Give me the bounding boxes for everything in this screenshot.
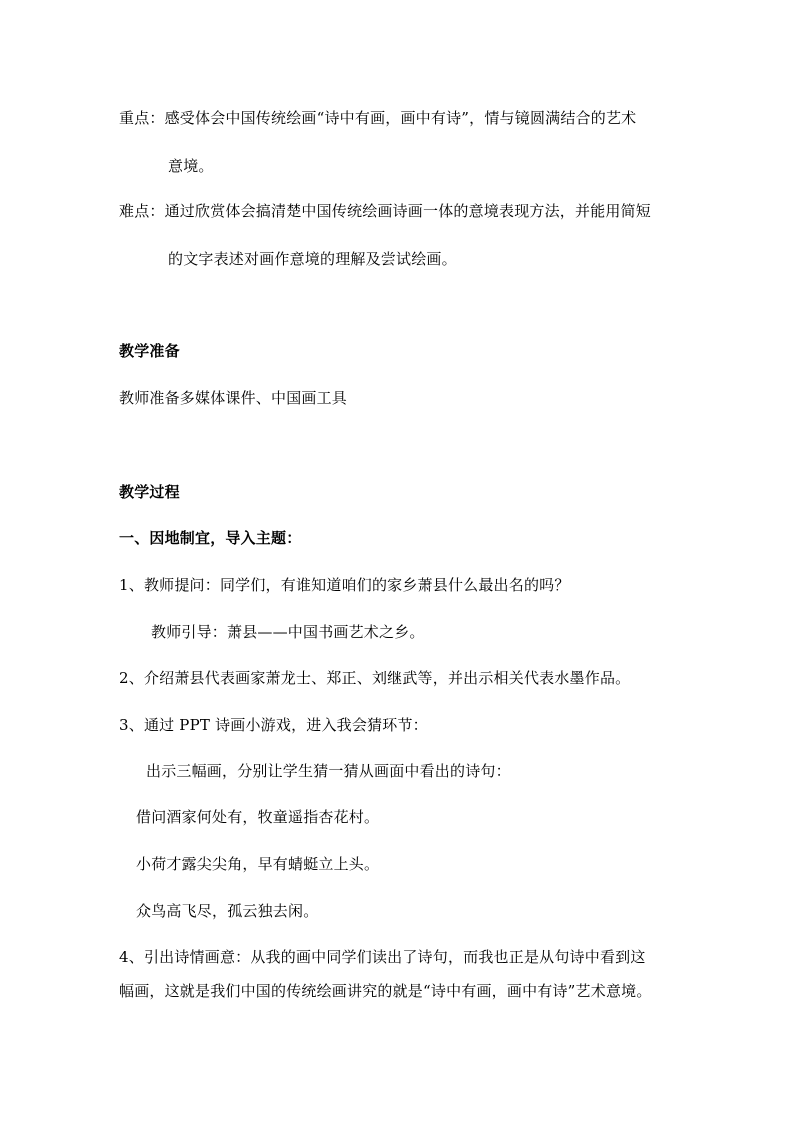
poem-line: 借问酒家何处有，牧童遥指杏花村。: [136, 808, 380, 826]
poem-line: 小荷才露尖尖角，早有蜻蜓立上头。: [136, 855, 380, 873]
item-3-sub: 出示三幅画，分别让学生猜一猜从画面中看出的诗句：: [146, 762, 511, 780]
preparation-heading: 教学准备: [119, 342, 180, 360]
difficulty-line-2: 的文字表述对画作意境的理解及尝试绘画。: [168, 250, 457, 268]
item-3: 3、通过 PPT 诗画小游戏，进入我会猜环节：: [119, 716, 428, 734]
item-4-line-2: 幅画，这就是我们中国的传统绘画讲究的就是“诗中有画，画中有诗”艺术意境。: [119, 982, 652, 1000]
item-1-sub: 教师引导：萧县——中国书画艺术之乡。: [151, 623, 425, 641]
preparation-text: 教师准备多媒体课件、中国画工具: [119, 389, 348, 407]
item-4-line-1: 4、引出诗情画意：从我的画中同学们读出了诗句，而我也正是从句诗中看到这: [119, 948, 646, 966]
section-1-title: 一、因地制宜，导入主题：: [119, 529, 302, 547]
poem-line: 众鸟高飞尽，孤云独去闲。: [136, 902, 319, 920]
focus-line-2: 意境。: [168, 157, 214, 175]
item-2: 2、介绍萧县代表画家萧龙士、郑正、刘继武等，并出示相关代表水墨作品。: [119, 669, 631, 687]
item-1: 1、教师提问：同学们，有谁知道咱们的家乡萧县什么最出名的吗？: [119, 576, 570, 594]
focus-line-1: 重点：感受体会中国传统绘画“诗中有画，画中有诗”，情与镜圆满结合的艺术: [119, 109, 637, 127]
process-heading: 教学过程: [119, 483, 180, 501]
difficulty-line-1: 难点：通过欣赏体会搞清楚中国传统绘画诗画一体的意境表现方法，并能用简短: [119, 202, 652, 220]
